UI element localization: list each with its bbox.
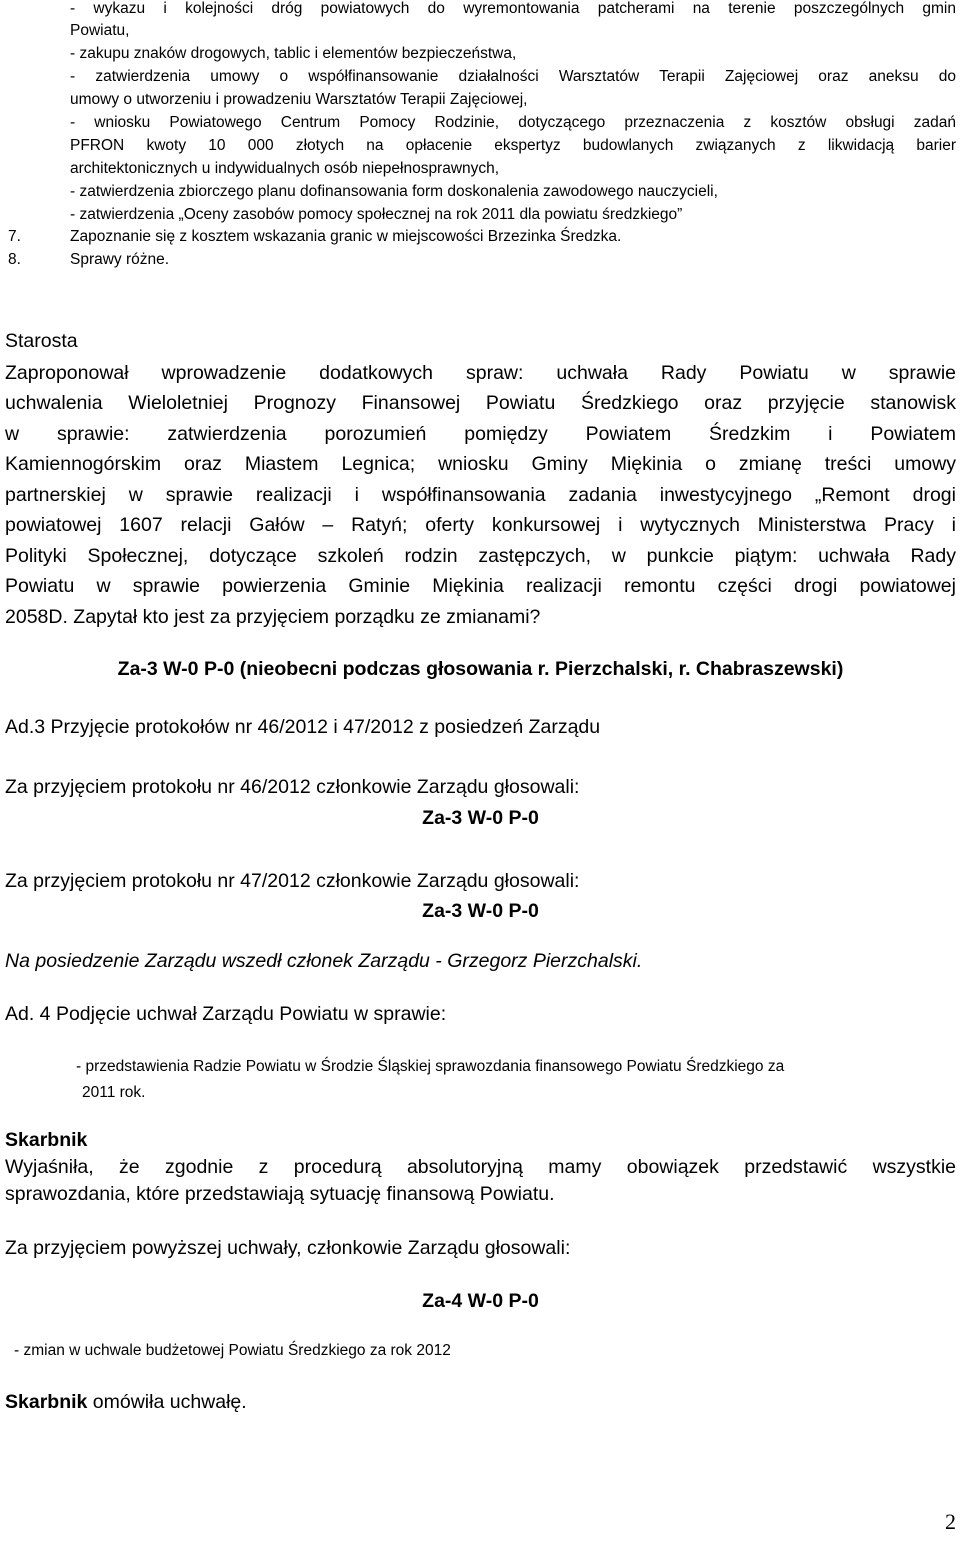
list-line: - zatwierdzenia umowy o współfinansowanie działalności Warsztatów Terapii Zajęciowej oraz aneksu do (70, 68, 956, 85)
list-line: - zatwierdzenia zbiorczego planu dofinansowania form doskonalenia zawodowego nauczycieli, (70, 183, 718, 200)
paragraph-line: 2058D. Zapytał kto jest za przyjęciem porządku ze zmianami? (5, 606, 541, 628)
agenda-item-7: Zapoznanie się z kosztem wskazania granic w miejscowości Brzezinka Średzka. (70, 228, 622, 245)
list-line: - wniosku Powiatowego Centrum Pomocy Rodzinie, dotyczącego przeznaczenia z kosztów obsługi zadań (70, 114, 956, 131)
resolution-item: - zmian w uchwale budżetowej Powiatu Średzkiego za rok 2012 (14, 1342, 451, 1359)
resolution-item: - przedstawienia Radzie Powiatu w Środzie Śląskiej sprawozdania finansowego Powiatu Średzkiego za (76, 1058, 785, 1075)
vote-result: Za-3 W-0 P-0 (422, 900, 539, 922)
paragraph-line: partnerskiej w sprawie realizacji i współfinansowania zadania inwestycyjnego „Remont drogi (5, 484, 956, 506)
section-heading: Ad. 4 Podjęcie uchwał Zarządu Powiatu w sprawie: (5, 1003, 447, 1025)
list-line: - wykazu i kolejności dróg powiatowych do wyremontowania patcherami na terenie poszczególnych gmin (70, 0, 956, 17)
agenda-item-number: 7. (8, 228, 21, 245)
list-line: - zatwierdzenia „Oceny zasobów pomocy społecznej na rok 2011 dla powiatu średzkiego” (70, 206, 683, 223)
paragraph-line: Zaproponował wprowadzenie dodatkowych spraw: uchwała Rady Powiatu w sprawie (5, 362, 956, 384)
attendance-note: Na posiedzenie Zarządu wszedł członek Zarządu - Grzegorz Pierzchalski. (5, 950, 643, 972)
section-heading: Skarbnik (5, 1129, 88, 1151)
paragraph-line: w sprawie: zatwierdzenia porozumień pomiędzy Powiatem Średzkim i Powiatem (5, 423, 956, 445)
vote-result: Za-3 W-0 P-0 (nieobecni podczas głosowania r. Pierzchalski, r. Chabraszewski) (117, 658, 844, 680)
vote-result: Za-3 W-0 P-0 (422, 807, 539, 829)
speaker-name: Skarbnik (5, 1391, 88, 1413)
paragraph-line: Polityki Społecznej, dotyczące szkoleń rodzin zastępczych, w punkcie piątym: uchwała Rady (5, 545, 956, 567)
resolution-item: 2011 rok. (82, 1084, 146, 1101)
closing-text: omówiła uchwałę. (87, 1391, 247, 1413)
paragraph-line: uchwalenia Wieloletniej Prognozy Finansowej Powiatu Średzkiego oraz przyjęcie stanowisk (5, 392, 956, 414)
paragraph-line: Wyjaśniła, że zgodnie z procedurą absolutoryjną mamy obowiązek przedstawić wszystkie (5, 1156, 956, 1178)
list-line: Powiatu, (70, 22, 130, 39)
paragraph-line: Kamiennogórskim oraz Miastem Legnica; wniosku Gminy Miękinia o zmianę treści umowy (5, 453, 956, 475)
closing-line (5, 1391, 956, 1414)
paragraph-line: sprawozdania, które przedstawiają sytuację finansową Powiatu. (5, 1183, 555, 1205)
agenda-item-8: Sprawy różne. (70, 251, 170, 268)
list-line: architektonicznych u indywidualnych osób niepełnosprawnych, (70, 160, 500, 177)
vote-intro: Za przyjęciem powyższej uchwały, członkowie Zarządu głosowali: (5, 1237, 571, 1259)
page-number: 2 (945, 1509, 956, 1534)
paragraph-line: Powiatu w sprawie powierzenia Gminie Miękinia realizacji remontu części drogi powiatowej (5, 575, 956, 597)
agenda-item-number: 8. (8, 251, 21, 268)
vote-intro: Za przyjęciem protokołu nr 46/2012 członkowie Zarządu głosowali: (5, 776, 580, 798)
paragraph-line: powiatowej 1607 relacji Gałów – Ratyń; oferty konkursowej i wytycznych Ministerstwa Pracy i (5, 514, 956, 536)
list-line: - zakupu znaków drogowych, tablic i elementów bezpieczeństwa, (70, 45, 517, 62)
vote-result: Za-4 W-0 P-0 (422, 1290, 539, 1312)
section-heading: Starosta (5, 330, 78, 352)
list-line: PFRON kwoty 10 000 złotych na opłacenie ekspertyz budowlanych związanych z likwidacją barier (70, 137, 956, 154)
list-line: umowy o utworzeniu i prowadzeniu Warsztatów Terapii Zajęciowej, (70, 91, 528, 108)
section-heading: Ad.3 Przyjęcie protokołów nr 46/2012 i 47/2012 z posiedzeń Zarządu (5, 716, 601, 738)
vote-intro: Za przyjęciem protokołu nr 47/2012 członkowie Zarządu głosowali: (5, 870, 580, 892)
